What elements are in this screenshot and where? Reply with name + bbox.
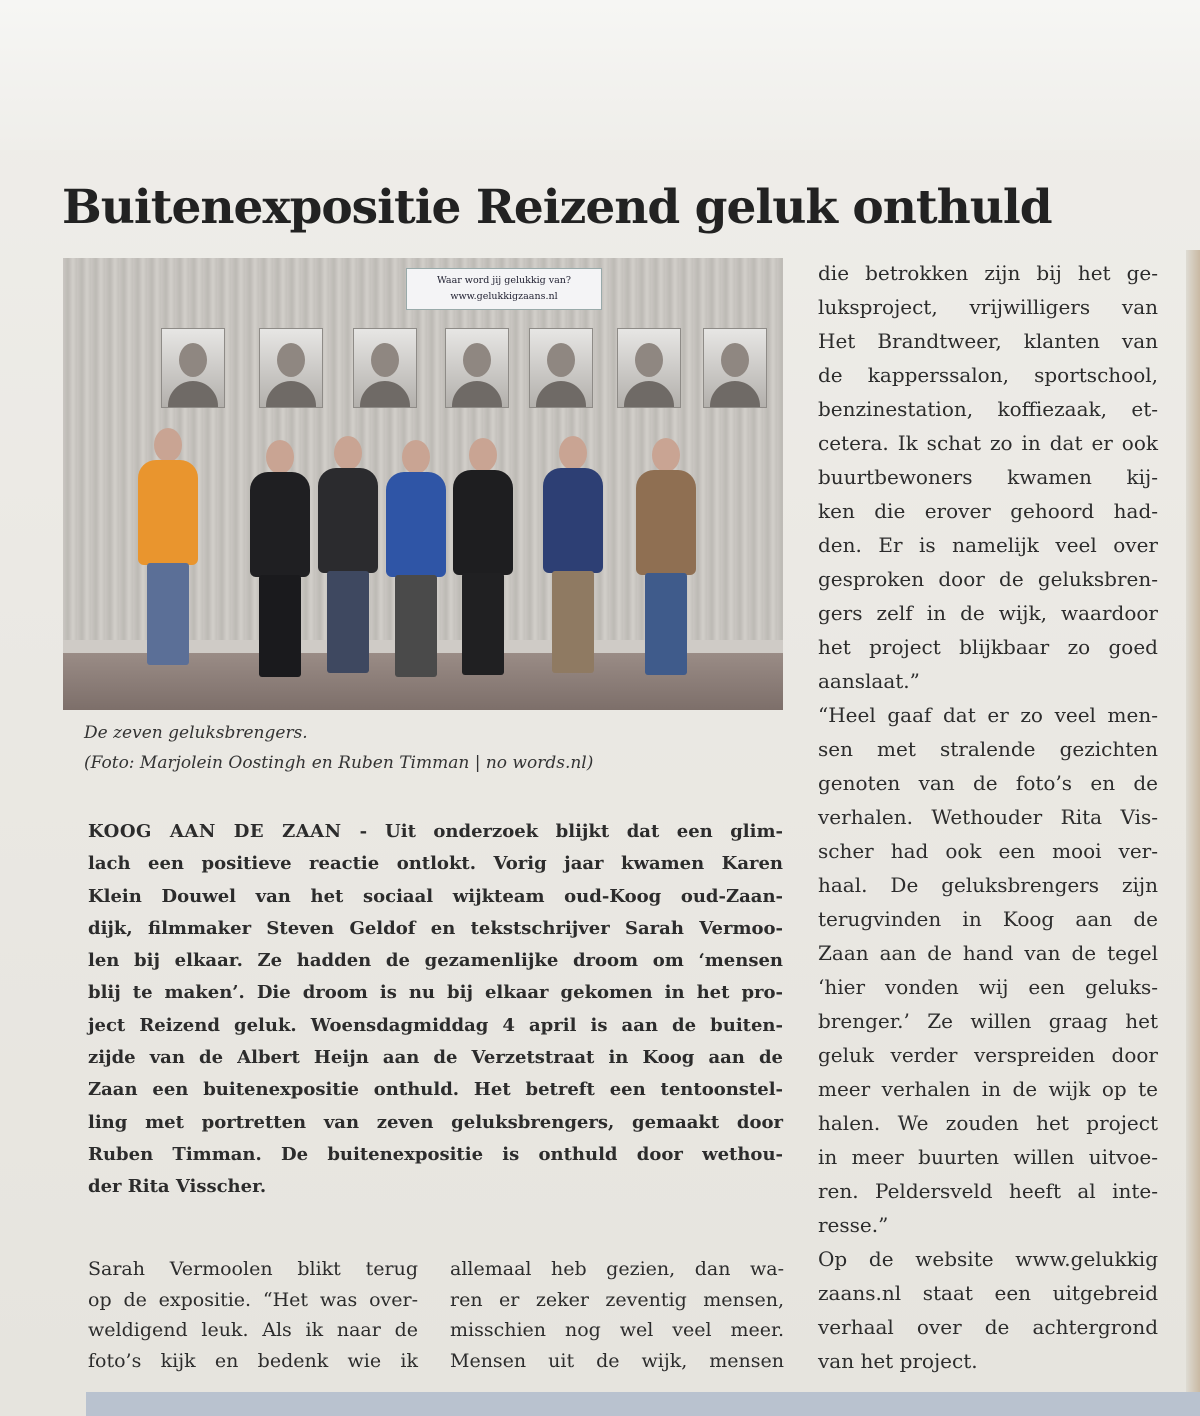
body-line: allemaal heb gezien, dan wa-: [450, 1258, 784, 1280]
page-right-edge: [1186, 250, 1200, 1416]
body-line: cetera. Ik schat zo in dat er ook: [818, 431, 1158, 455]
person-torso: [318, 468, 378, 573]
body-line: terugvinden in Koog aan de: [818, 907, 1158, 931]
body-line: foto’s kijk en bedenk wie ik: [88, 1349, 418, 1372]
person-head: [154, 428, 182, 462]
body-line: Zaan aan de hand van de tegel: [818, 941, 1158, 965]
caption-line: De zeven geluksbrengers.: [84, 723, 308, 743]
body-column-middle: [450, 1254, 784, 1376]
body-line: haal. De geluksbrengers zijn: [818, 873, 1158, 897]
body-line: ren. Peldersveld heeft al inte-: [818, 1179, 1158, 1203]
person-torso: [386, 472, 446, 577]
body-line: resse.”: [818, 1213, 889, 1237]
body-line: de kapperssalon, sportschool,: [818, 363, 1158, 387]
body-line: luksproject, vrijwilligers van: [818, 295, 1158, 319]
page-bottom-band: [86, 1392, 1200, 1416]
body-line: brenger.’ Ze willen graag het: [818, 1009, 1158, 1033]
lead-line: lach een positieve reactie ontlokt. Vorig jaar kwamen Karen: [88, 853, 783, 875]
body-line: “Heel gaaf dat er zo veel men-: [818, 703, 1158, 727]
body-line: den. Er is namelijk veel over: [818, 533, 1158, 557]
lead-line: [88, 816, 783, 848]
portrait-frame: [703, 328, 767, 408]
body-line: halen. We zouden het project: [818, 1111, 1158, 1135]
lead-paragraph: [88, 816, 783, 1204]
person-legs: [552, 571, 594, 673]
body-line: aanslaat.”: [818, 669, 920, 693]
body-line: gers zelf in de wijk, waardoor: [818, 601, 1158, 625]
person-legs: [462, 573, 504, 675]
body-line: genoten van de foto’s en de: [818, 771, 1158, 795]
body-column-left: [88, 1254, 418, 1376]
lead-line: dijk, filmmaker Steven Geldof en tekstschrijver Sarah Vermoo-: [88, 917, 783, 939]
portrait-frame: [617, 328, 681, 408]
portrait-frame: [445, 328, 509, 408]
body-line: buurtbewoners kwamen kij-: [818, 465, 1158, 489]
body-line: het project blijkbaar zo goed: [818, 635, 1158, 659]
body-line: Mensen uit de wijk, mensen: [450, 1349, 784, 1372]
person-legs: [327, 571, 369, 673]
caption-credit: (Foto: Marjolein Oostingh en Ruben Timman | no words.nl): [84, 753, 594, 773]
body-line: Sarah Vermoolen blikt terug: [88, 1258, 418, 1280]
person-torso: [250, 472, 310, 577]
lead-line: der Rita Visscher.: [88, 1176, 267, 1198]
body-line: geluk verder verspreiden door: [818, 1043, 1158, 1067]
lead-line-text: Uit onderzoek blijkt dat een glim-: [367, 821, 784, 842]
body-line: Op de website www.gelukkig: [818, 1247, 1158, 1271]
body-line: gesproken door de geluksbren-: [818, 567, 1158, 591]
lead-line: ling met portretten van zeven geluksbrengers, gemaakt door: [88, 1111, 783, 1133]
body-line: weldigend leuk. Als ik naar de: [88, 1319, 418, 1341]
person-head: [469, 438, 497, 472]
portrait-frame: [259, 328, 323, 408]
person-torso: [636, 470, 696, 575]
photo-sign-line: www.gelukkigzaans.nl: [450, 291, 558, 302]
dateline-kicker: KOOG AAN DE ZAAN -: [88, 821, 368, 842]
person-torso: [453, 470, 513, 575]
person-torso: [138, 460, 198, 565]
body-line: sen met stralende gezichten: [818, 737, 1158, 761]
body-line: op de expositie. “Het was over-: [88, 1288, 418, 1311]
body-line: in meer buurten willen uitvoe-: [818, 1145, 1158, 1169]
person-head: [559, 436, 587, 470]
person-head: [266, 440, 294, 474]
portrait-frame: [353, 328, 417, 408]
photo-caption: [84, 718, 784, 778]
photo-sign: [406, 268, 602, 310]
portrait-frame: [529, 328, 593, 408]
lead-line: zijde van de Albert Heijn aan de Verzetstraat in Koog aan de: [88, 1047, 783, 1069]
lead-line: ject Reizend geluk. Woensdagmiddag 4 april is aan de buiten-: [88, 1014, 783, 1036]
article-photo: [63, 258, 783, 710]
lead-line: len bij elkaar. Ze hadden de gezamenlijke droom om ‘mensen: [88, 950, 783, 972]
person-head: [402, 440, 430, 474]
body-line: verhaal over de achtergrond: [818, 1315, 1158, 1339]
lead-line: Ruben Timman. De buitenexpositie is onthuld door wethou-: [88, 1143, 783, 1165]
person-legs: [259, 575, 301, 677]
body-line: meer verhalen in de wijk op te: [818, 1077, 1158, 1101]
person-head: [652, 438, 680, 472]
lead-line: Zaan een buitenexpositie onthuld. Het betreft een tentoonstel-: [88, 1079, 783, 1101]
lead-line: blij te maken’. Die droom is nu bij elkaar gekomen in het pro-: [88, 982, 783, 1004]
portrait-frame: [161, 328, 225, 408]
body-line: Het Brandtweer, klanten van: [818, 329, 1158, 353]
person-head: [334, 436, 362, 470]
body-line: ken die erover gehoord had-: [818, 499, 1158, 523]
body-line: zaans.nl staat een uitgebreid: [818, 1281, 1158, 1305]
body-column-right: [818, 256, 1158, 1378]
body-line: die betrokken zijn bij het ge-: [818, 261, 1158, 285]
body-line: ren er zeker zeventig mensen,: [450, 1288, 784, 1311]
body-line: verhalen. Wethouder Rita Vis-: [818, 805, 1158, 829]
person-legs: [645, 573, 687, 675]
body-line: benzinestation, koffiezaak, et-: [818, 397, 1158, 421]
lead-line: Klein Douwel van het sociaal wijkteam oud-Koog oud-Zaan-: [88, 885, 783, 907]
person-torso: [543, 468, 603, 573]
article-headline: Buitenexpositie Reizend geluk onthuld: [62, 180, 1052, 235]
photo-sign-line: Waar word jij gelukkig van?: [436, 275, 572, 286]
body-line: van het project.: [818, 1349, 978, 1373]
person-legs: [147, 563, 189, 665]
body-line: ‘hier vonden wij een geluks-: [818, 975, 1158, 999]
body-line: scher had ook een mooi ver-: [818, 839, 1158, 863]
person-legs: [395, 575, 437, 677]
page-top-margin: [0, 0, 1200, 150]
body-line: misschien nog wel veel meer.: [450, 1319, 784, 1341]
